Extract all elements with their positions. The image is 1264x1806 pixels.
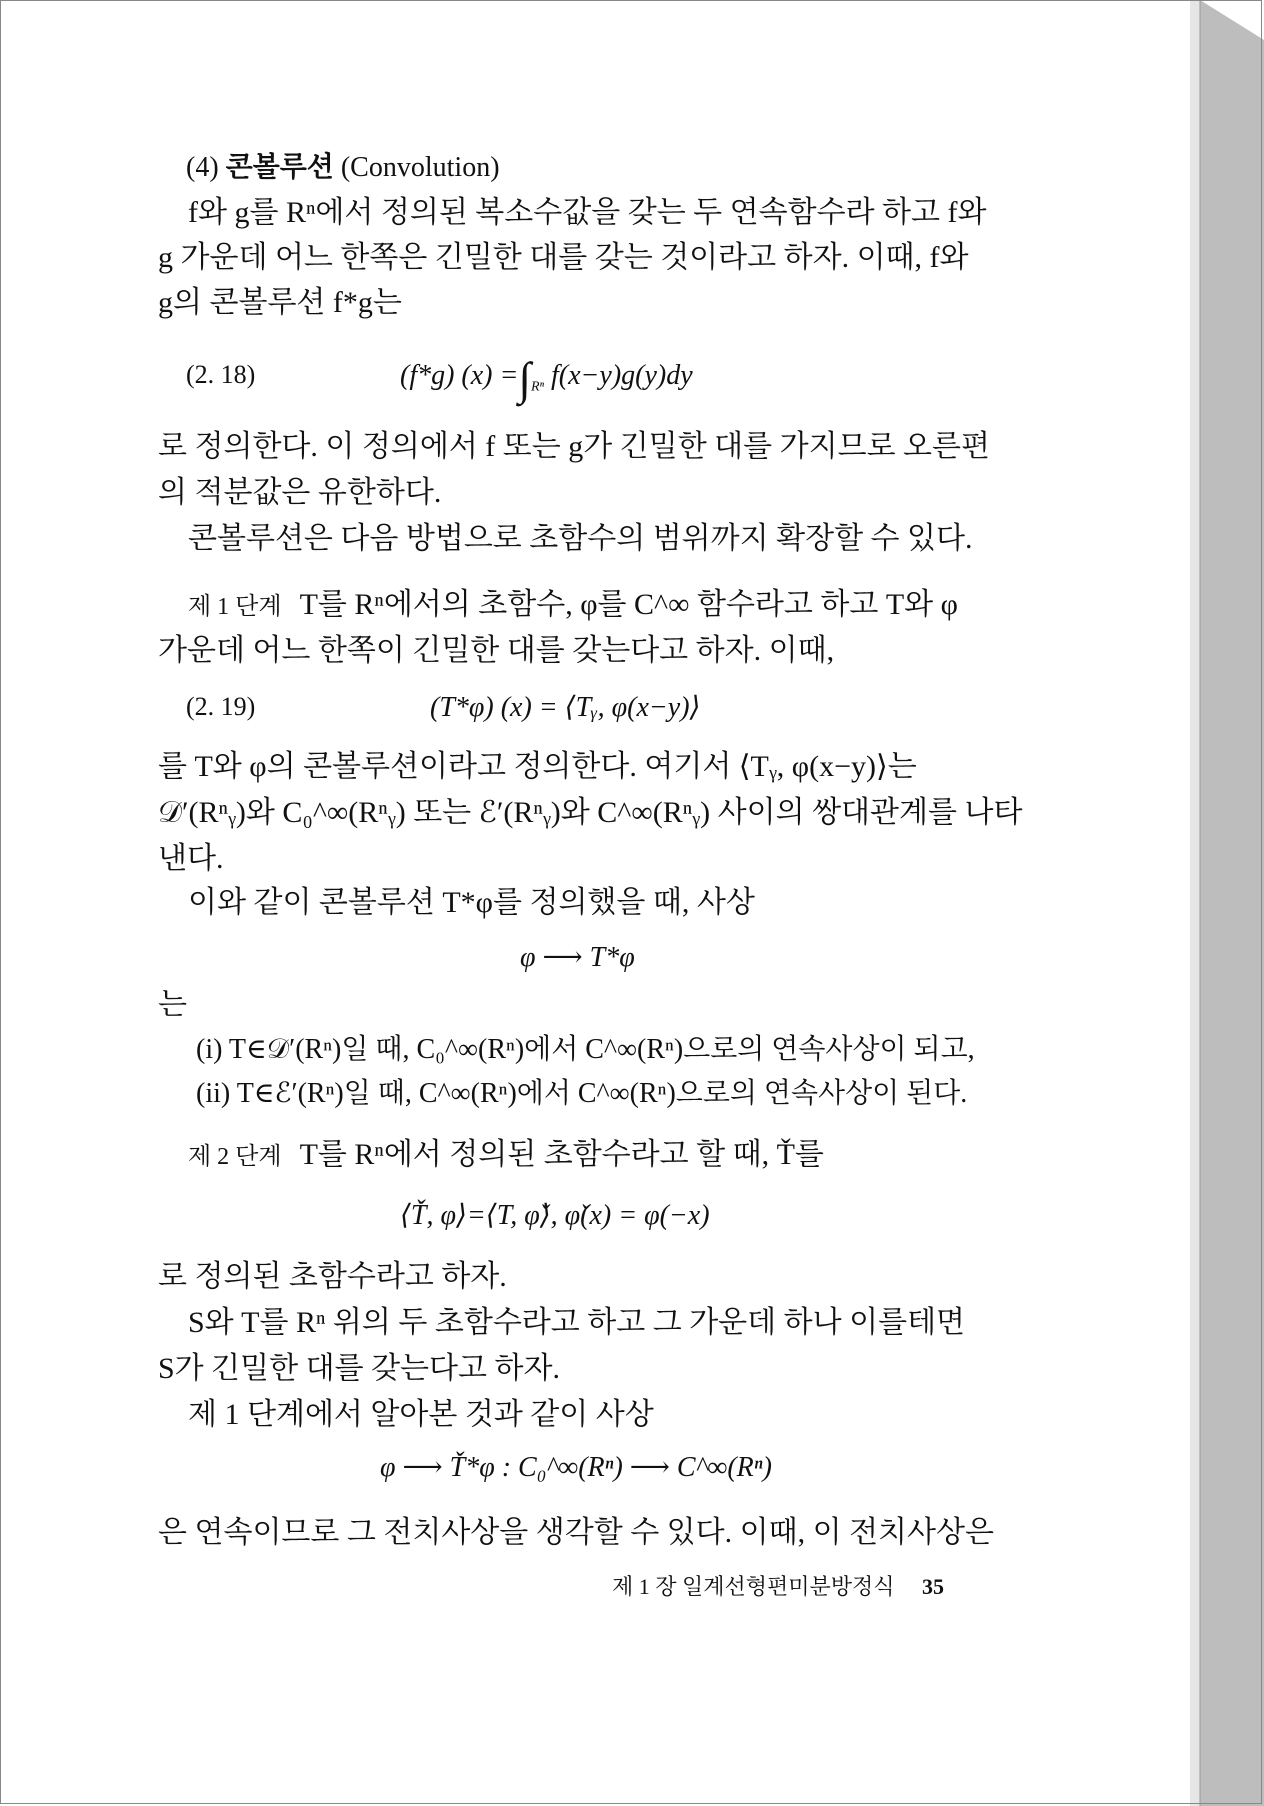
page-number: 35 [922, 1574, 945, 1599]
paragraph-line: 콘볼루션은 다음 방법으로 초함수의 범위까지 확장할 수 있다. [188, 522, 973, 555]
section-number: (4) [186, 152, 219, 183]
integral-sign: ∫ [518, 353, 532, 404]
equation-2-19: (T*φ) (x) = ⟨Tᵧ, φ(x−y)⟩ [430, 692, 701, 723]
paragraph-line: g의 콘볼루션 f*g는 [158, 286, 402, 319]
equation-rhs: f(x−y)g(y)dy [550, 360, 693, 391]
paragraph-line: 제 1 단계에서 알아본 것과 같이 사상 [188, 1398, 654, 1431]
paragraph-line: S가 긴밀한 대를 갖는다고 하자. [158, 1352, 560, 1385]
paragraph-line: g 가운데 어느 한쪽은 긴밀한 대를 갖는 것이라고 하자. 이때, f와 [158, 241, 969, 274]
step-1-text: T를 Rⁿ에서의 초함수, φ를 C^∞ 함수라고 하고 T와 φ [299, 588, 958, 621]
paragraph-line: 가운데 어느 한쪽이 긴밀한 대를 갖는다고 하자. 이때, [158, 634, 835, 667]
paragraph-line: 로 정의된 초함수라고 하자. [158, 1260, 507, 1293]
list-item-i: (i) T∈𝒟′(Rⁿ)일 때, C₀^∞(Rⁿ)에서 C^∞(Rⁿ)으로의 연속사상이 되고, [196, 1034, 975, 1065]
chapter-title: 제 1 장 일계선형편미분방정식 [612, 1574, 895, 1599]
section-title-en: (Convolution) [340, 152, 500, 183]
step-2-label: 제 2 단계 [188, 1144, 282, 1170]
paragraph-line: f와 g를 Rⁿ에서 정의된 복소수값을 갖는 두 연속함수라 하고 f와 [188, 196, 987, 229]
paragraph-line: 로 정의한다. 이 정의에서 f 또는 g가 긴밀한 대를 가지므로 오른편 [158, 430, 990, 463]
step-1-label: 제 1 단계 [188, 594, 282, 620]
section-title-ko: 콘볼루션 [225, 152, 334, 183]
list-item-ii: (ii) T∈ℰ′(Rⁿ)일 때, C^∞(Rⁿ)에서 C^∞(Rⁿ)으로의 연속사상이 된다. [196, 1078, 968, 1109]
paragraph-line: 의 적분값은 유한하다. [158, 476, 442, 509]
integral-domain: Rⁿ [531, 379, 544, 395]
paragraph-line: 은 연속이므로 그 전치사상을 생각할 수 있다. 이때, 이 전치사상은 [158, 1516, 994, 1549]
mapping-equation: φ ⟶ T*φ [520, 942, 635, 973]
equation-number: (2. 18) [186, 360, 256, 389]
paragraph-line: 낸다. [158, 842, 224, 875]
paragraph-line: 는 [158, 988, 187, 1021]
paragraph-line: S와 T를 Rⁿ 위의 두 초함수라고 하고 그 가운데 하나 이를테면 [188, 1306, 966, 1339]
equation-number: (2. 19) [186, 692, 256, 721]
step-2-text: T를 Rⁿ에서 정의된 초함수라고 할 때, Ť를 [299, 1138, 824, 1171]
paragraph-line: 𝒟′(Rⁿᵧ)와 C₀^∞(Rⁿᵧ) 또는 ℰ′(Rⁿᵧ)와 C^∞(Rⁿᵧ) 사이의 쌍대관계를 나타 [158, 796, 1023, 829]
paragraph-line: 를 T와 φ의 콘볼루션이라고 정의한다. 여기서 ⟨Tᵧ, φ(x−y)⟩는 [158, 750, 917, 783]
mapping-equation-2: φ ⟶ Ť*φ : C₀^∞(Rⁿ) ⟶ C^∞(Rⁿ) [380, 1452, 772, 1483]
equation-lhs: (f*g) (x) = [400, 360, 519, 391]
paragraph-line: 이와 같이 콘볼루션 T*φ를 정의했을 때, 사상 [188, 886, 755, 919]
check-definition-equation: ⟨Ť, φ⟩=⟨T, φ̌⟩, φ̌(x) = φ(−x) [400, 1200, 710, 1231]
